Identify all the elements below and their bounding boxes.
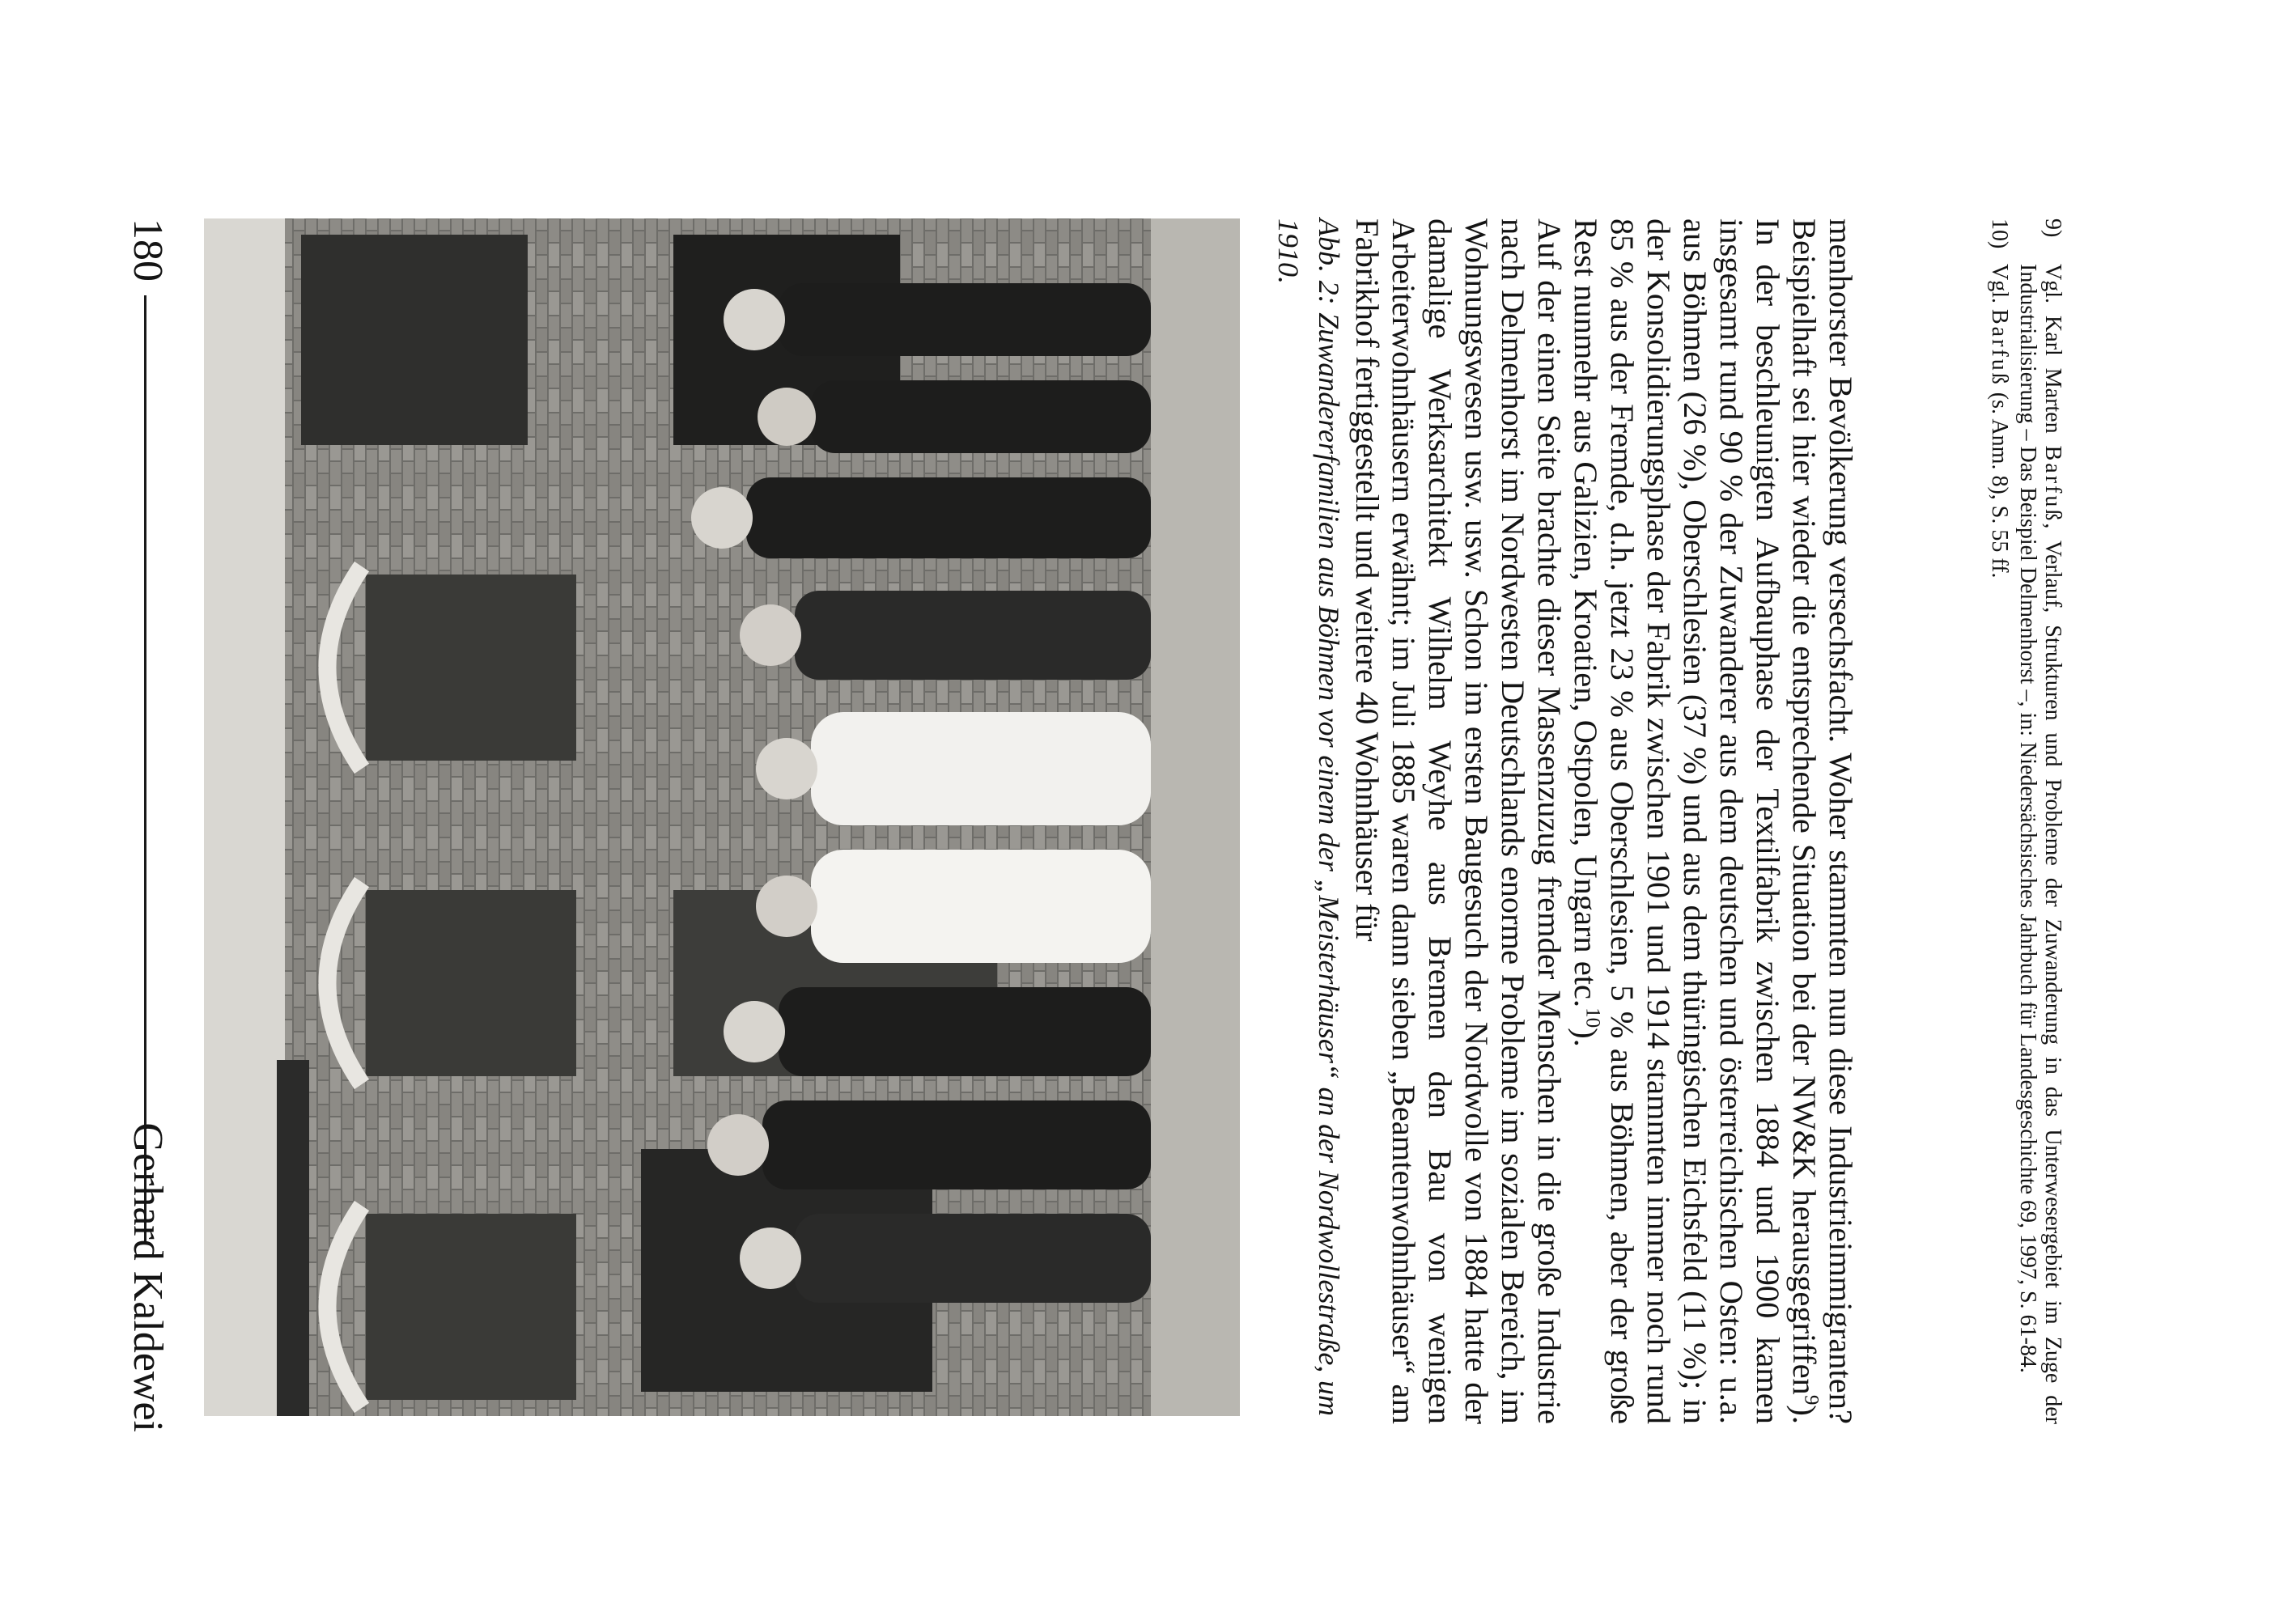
photo-illustration [204, 218, 1240, 1416]
paragraph-1: menhorster Bevölkerung versechsfacht. Woher stammten nun diese Industrieimmigranten? Beispielhaft sei hier wieder die entsprechende Situation bei der NW&K herausgegriffen$^9$). In der beschleunigten Aufbauphase der Textilfabrik zwischen 1884 und 1900 kamen insgesamt rund 90 % der Zuwanderer aus dem deutschen und österreichischen Osten: u.a. aus Böhmen (26 %), Oberschlesien (37 %) und aus dem thüringischen Eichsfeld (11 %); in der Konsolidierungsphase der Fabrik zwischen 1901 und 1914 stammten immer noch rund 85 % aus der Fremde, d.h. jetzt 23 % aus Oberschlesien, 5 % aus Böhmen, aber der große Rest nunmehr aus Galizien, Kroatien, Ostpolen, Ungarn etc.$^{10}$). [1568, 218, 1859, 1424]
paragraph-2: Auf der einen Seite brachte dieser Massenzuzug fremder Menschen in die große Industrie nach Delmenhorst im Nordwesten Deutschlands enorme Probleme im sozialen Bereich, im Wohnungswesen usw. usw. Schon im ersten Baugesuch der Nordwolle von 1884 hatte der damalige Werksarchitekt Wilhelm Weyhe aus Bremen den Bau von wenigen Arbeiterwohnhäusern erwähnt; im Juli 1885 waren dann sieben „Beamtenwohnhäuser“ am Fabrikhof fertiggestellt und weitere 40 Wohnhäuser für [1349, 218, 1568, 1424]
footnotes [1984, 218, 2065, 1424]
page-number: 180 [125, 218, 171, 282]
running-header-author: Gerhard Kaldewei [125, 1122, 171, 1432]
footnote-number: 10) [1987, 218, 2012, 249]
historical-photo [204, 218, 1240, 1416]
footnote-ref-10: 10 [1581, 1007, 1604, 1028]
footnote-10: 10) Vgl. Barfuß (s. Anm. 8), S. 55 ff. [1987, 218, 2012, 579]
figure-caption: Abb. 2: Zuwandererfamilien aus Böhmen vor einem der „Meisterhäuser“ an der Nordwollestraße, um 1910. [1272, 218, 1345, 1416]
header-rule [144, 295, 146, 1242]
footnote-number: 9) [2040, 218, 2065, 238]
footnote-ref-9: 9 [1800, 1394, 1823, 1406]
running-header [119, 218, 176, 1432]
footnote-9: 9) Vgl. Karl Marten Barfuß, Verlauf, Strukturen und Probleme der Zuwanderung in das Unterwesergebiet im Zuge der Industrialisierung – Das Beispiel Delmenhorst –, in: Niedersächsisches Jahrbuch für Landesgeschichte 69, 1997, S. 61-84. [2015, 218, 2065, 1424]
body-text [1349, 218, 1859, 1424]
